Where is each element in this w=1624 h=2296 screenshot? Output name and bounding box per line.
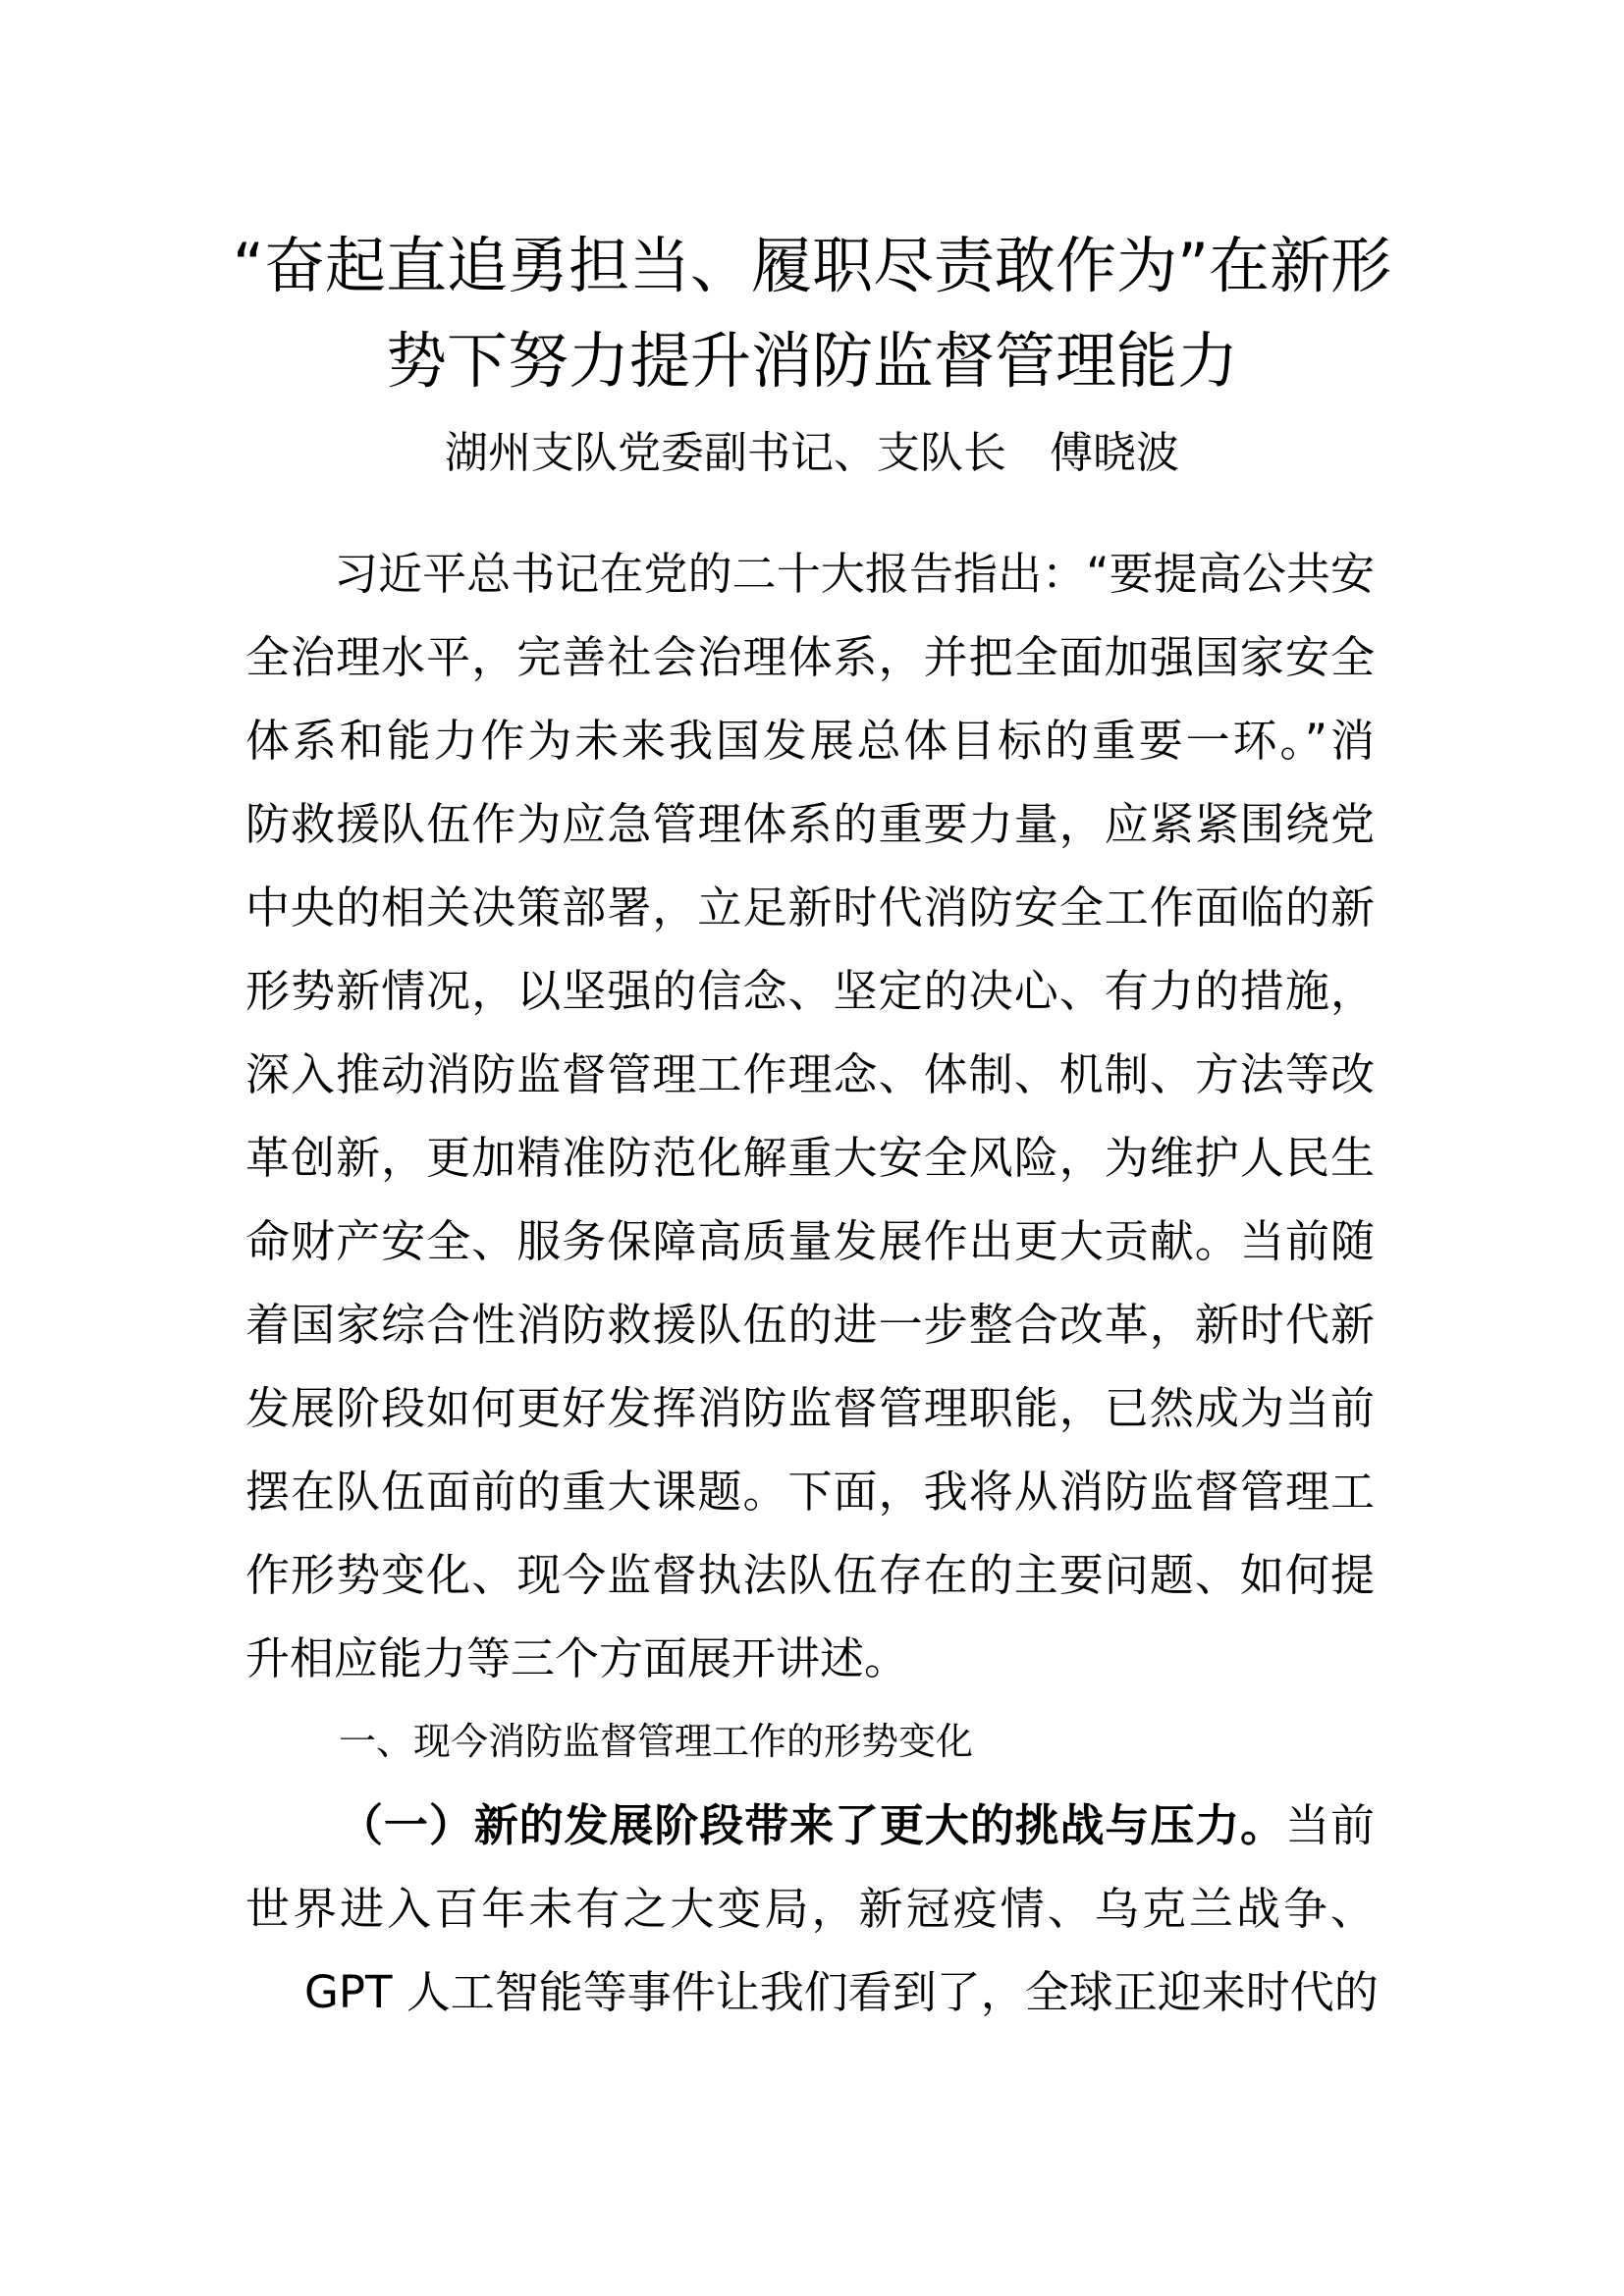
text-line: 中央的相关决策部署，立足新时代消防安全工作面临的新: [245, 881, 1375, 934]
text-line: 习近平总书记在党的二十大报告指出：“要提高公共安: [334, 548, 1375, 600]
title-line-2: 势下努力提升消防监督管理能力: [385, 325, 1238, 397]
text-run: 当前: [1285, 1799, 1375, 1851]
title-line-1: “奋起直追勇担当、履职尽责敢作为”在新形: [232, 230, 1392, 301]
text-line: GPT 人工智能等事件让我们看到了，全球正迎来时代的: [304, 1966, 1379, 2018]
text-line: 升相应能力等三个方面展开讲述。: [245, 1632, 909, 1684]
byline: 湖州支队党委副书记、支队长 傅晓波: [445, 428, 1179, 478]
text-line: 命财产安全、服务保障高质量发展作出更大贡献。当前随: [245, 1215, 1375, 1267]
text-line: 发展阶段如何更好发挥消防监督管理职能，已然成为当前: [245, 1382, 1375, 1434]
text-line: 体系和能力作为未来我国发展总体目标的重要一环。”消: [245, 715, 1375, 767]
text-line: 世界进入百年未有之大变局，新冠疫情、乌克兰战争、: [245, 1883, 1375, 1935]
text-line: 防救援队伍作为应急管理体系的重要力量，应紧紧围绕党: [245, 798, 1375, 850]
text-line: 作形势变化、现今监督执法队伍存在的主要问题、如何提: [245, 1549, 1375, 1601]
text-line: 全治理水平，完善社会治理体系，并把全面加强国家安全: [245, 631, 1375, 683]
document-body: [245, 532, 1379, 2034]
text-line: 形势新情况，以坚强的信念、坚定的决心、有力的措施，: [245, 965, 1375, 1017]
document-title: [0, 0, 1624, 408]
text-line: 深入推动消防监督管理工作理念、体制、机制、方法等改: [245, 1048, 1375, 1100]
bold-text-run: （一）新的发展阶段带来了更大的挑战与压力。: [339, 1799, 1286, 1851]
text-line: 着国家综合性消防救援队伍的进一步整合改革，新时代新: [245, 1299, 1375, 1351]
section-heading: 一、现今消防监督管理工作的形势变化: [339, 1720, 974, 1763]
text-line: 革创新，更加精准防范化解重大安全风险，为维护人民生: [245, 1132, 1375, 1184]
text-line: 摆在队伍面前的重大课题。下面，我将从消防监督管理工: [245, 1466, 1375, 1518]
text-line: [245, 1784, 1375, 1867]
